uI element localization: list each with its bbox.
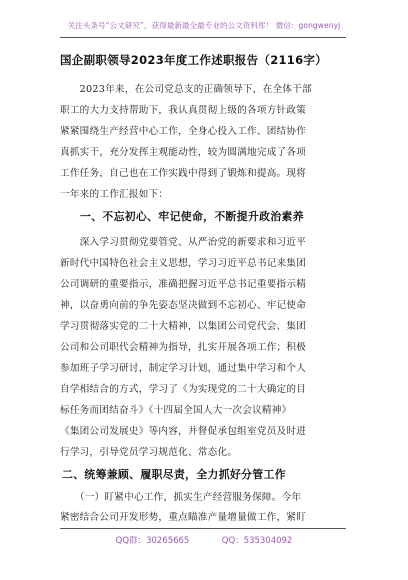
- section-1-line: 自学相结合的方式，学习了《为实现党的二十大确定的目: [60, 384, 307, 395]
- section-1-line: 学习贯彻落实党的二十大精神，以集团公司党代会、集团: [60, 321, 307, 332]
- section-1-line: 《集团公司发展史》等内容，并督促承包组室党员及时进: [60, 426, 307, 437]
- document-title: 国企副职领导2023年度工作述职报告（2116字）: [60, 53, 328, 67]
- intro-line: 一年来的工作汇报如下：: [60, 189, 169, 200]
- section-1-line: 公司和公司职代会精神为指导，扎实开展各项工作；积极: [60, 342, 307, 353]
- section-1-line: 新时代中国特色社会主义思想，学习习近平总书记来集团: [60, 258, 307, 269]
- section-1-line: 参加班子学习研讨，制定学习计划，通过集中学习和个人: [60, 363, 307, 374]
- section-1-line: 标任务而团结奋斗》《十四届全国人大一次会议精神》: [60, 405, 292, 416]
- intro-line: 职工的大力支持帮助下，我认真贯彻上级的各项方针政策: [60, 105, 307, 116]
- qq-label: QQ：: [221, 536, 244, 546]
- intro-line: 真抓实干，充分发挥主观能动性，较为圆满地完成了各项: [60, 147, 307, 158]
- section-1-line: 行学习，引导党员学习规范化、常态化。: [60, 447, 238, 458]
- intro-line: 2023年来，在公司党总支的正确领导下，在全体干部: [60, 84, 312, 95]
- footer-divider: [60, 528, 346, 529]
- qq-group-label: QQ群：: [115, 536, 147, 546]
- section-2-line: （一）盯紧中心工作，抓实生产经营服务保障。今年: [60, 492, 302, 503]
- header-divider: [60, 37, 346, 38]
- section-heading-2: 二、统筹兼顾、履职尽责，全力抓好分管工作: [62, 468, 286, 481]
- section-1-line: 公司调研的重要指示，准确把握习近平总书记重要指示精: [60, 279, 307, 290]
- section-1-line: 深入学习贯彻党要管党、从严治党的新要求和习近平: [60, 237, 307, 248]
- intro-line: 工作任务，自己也在工作实践中得到了锻炼和提高。现将: [60, 168, 307, 179]
- qq-number: 535304092: [243, 536, 293, 546]
- footer-contact: [0, 534, 408, 546]
- section-1-line: 神，以奋勇向前的争先姿态坚决做到不忘初心、牢记使命: [60, 300, 307, 311]
- header-banner: 关注头条号“公文研究”，获得最新最全最专业的公文资料库！ 微信：gongwenyj: [67, 21, 341, 30]
- section-2-line: 紧密结合公司开发形势，重点瞄准产量增量做工作，紧盯: [60, 512, 307, 523]
- intro-line: 紧紧围绕生产经营中心工作，全身心投入工作、团结协作: [60, 126, 307, 137]
- section-heading-1: 一、不忘初心、牢记使命，不断提升政治素养: [80, 210, 304, 223]
- qq-group-number: 30265665: [146, 536, 190, 546]
